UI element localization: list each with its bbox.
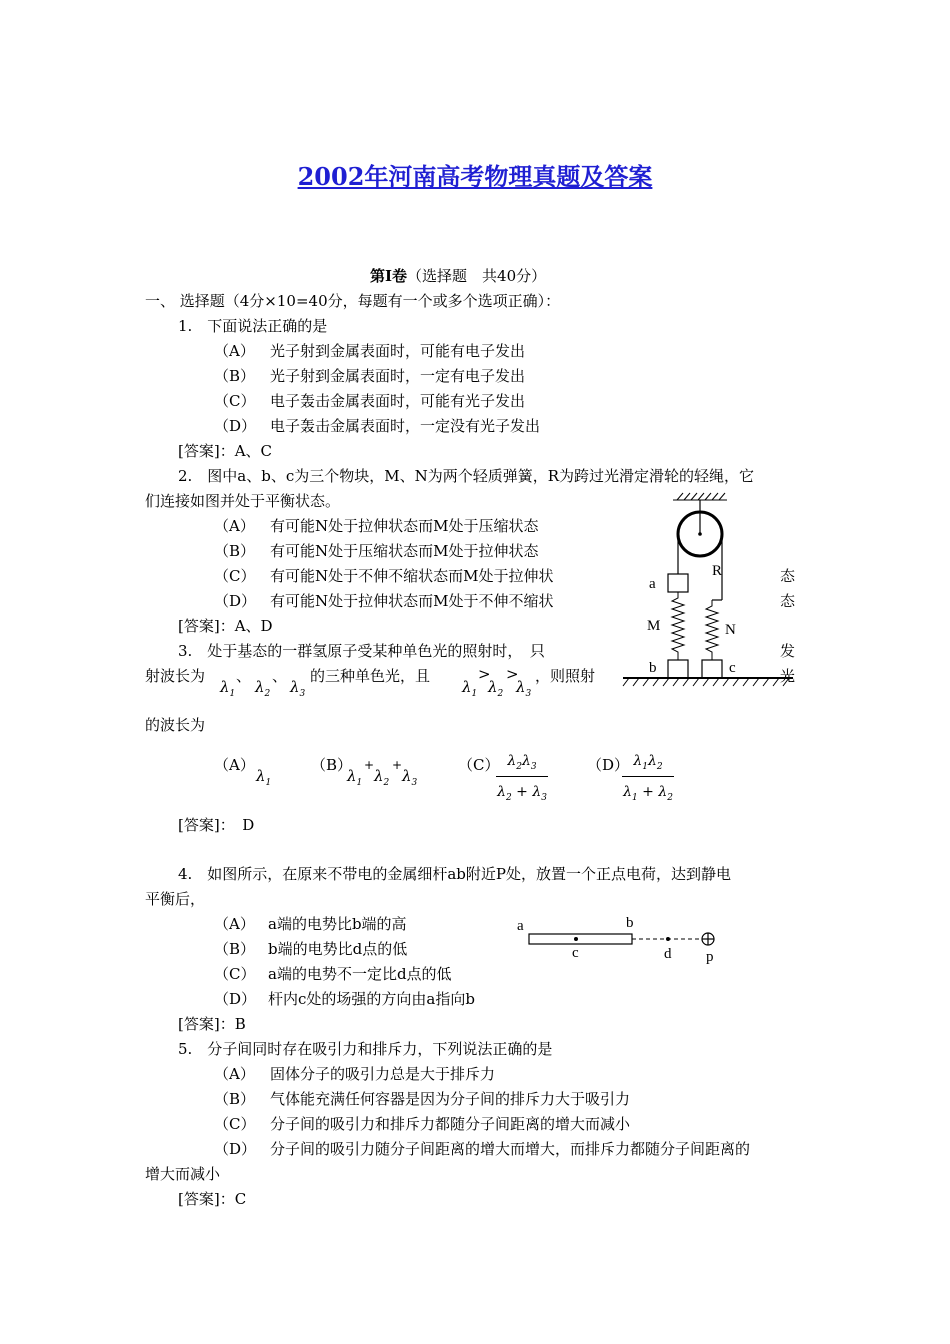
label-b: b xyxy=(649,660,657,676)
lambda-symbol: λ xyxy=(290,678,300,696)
lambda-sub: 1 xyxy=(229,689,236,699)
q4-option-d-text: 杆内c处的场强的方向由a指向b xyxy=(268,990,475,1008)
page-title[interactable]: 2002年河南高考物理真题及答案 xyxy=(297,162,653,191)
part-one-heading: 一、 选择题（4分×10=40分，每题有一个或多个选项正确）： xyxy=(145,292,561,310)
lambda-sub: 1 xyxy=(265,778,272,788)
lambda-sub: 1 xyxy=(642,761,648,772)
q3-option-a-label: （A） xyxy=(214,756,255,774)
q5-option-b-text: 气体能充满任何容器是因为分子间的排斥力大于吸引力 xyxy=(270,1090,631,1108)
q1-option-c-label: （C） xyxy=(214,392,256,410)
lambda-sub: 2 xyxy=(505,792,512,803)
lambda-symbol: λ xyxy=(623,783,632,800)
lambda-3 xyxy=(290,677,305,704)
q3-stem-a: 3. 处于基态的一群氢原子受某种单色光的照射时， 只 xyxy=(178,642,545,660)
q5-option-d-wrap: 增大而减小 xyxy=(145,1165,221,1183)
q5-option-b-label: （B） xyxy=(214,1090,256,1108)
block-a xyxy=(668,574,688,592)
q4-option-b-text: b端的电势比d点的低 xyxy=(268,940,408,958)
fraction-denominator xyxy=(496,783,548,807)
metal-rod xyxy=(529,934,632,944)
q5-option-d-label: （D） xyxy=(214,1140,257,1158)
point-d xyxy=(666,937,670,941)
q4-stem-line1: 4. 如图所示，在原来不带电的金属细杆ab附近P处，放置一个正点电荷，达到静电 xyxy=(178,865,731,883)
plus-sign: + xyxy=(642,783,654,800)
q3-option-c-fraction xyxy=(496,752,548,807)
lambda-sub: 3 xyxy=(525,689,532,699)
label-d: d xyxy=(664,946,672,962)
lambda-sub: 2 xyxy=(516,761,522,772)
lambda-symbol: λ xyxy=(256,767,266,785)
label-a: a xyxy=(649,576,656,592)
q5-option-c-label: （C） xyxy=(214,1115,256,1133)
lambda-symbol: λ xyxy=(374,767,384,785)
q3-stem-b1: 射波长为 xyxy=(145,667,206,685)
lambda-symbol: λ xyxy=(462,678,472,696)
q5-option-c-text: 分子间的吸引力和排斥力都随分子间距离的增大而减小 xyxy=(270,1115,631,1133)
label-c: c xyxy=(729,660,736,676)
label-b: b xyxy=(626,915,634,931)
rod-charge-figure xyxy=(512,912,732,972)
lambda-sub: 2 xyxy=(497,689,504,699)
q4-option-c-label: （C） xyxy=(214,965,256,983)
q4-option-a-label: （A） xyxy=(214,915,255,933)
q2-option-c-text: 有可能N处于不伸不缩状态而M处于拉伸状 xyxy=(270,567,554,585)
q3-option-d-fraction xyxy=(622,752,674,807)
lambda-sub: 3 xyxy=(411,778,418,788)
label-N: N xyxy=(725,622,736,638)
q4-option-a-text: a端的电势比b端的高 xyxy=(268,915,407,933)
block-c xyxy=(702,660,722,678)
section-label-rest: （选择题 共40分） xyxy=(407,267,547,285)
q3-stem-b5: ，则照射 xyxy=(535,667,596,685)
q3-stem-b4: 的三种单色光，且 xyxy=(310,667,431,685)
q2-stem-line1: 2. 图中a、b、c为三个物块，M、N为两个轻质弹簧，R为跨过光滑定滑轮的轻绳，它 xyxy=(178,467,755,485)
lambda-2 xyxy=(255,677,270,704)
lambda-sub: 3 xyxy=(541,792,547,803)
fraction-numerator xyxy=(496,752,548,777)
q3-option-c-label: （C） xyxy=(458,756,500,774)
q1-option-b-text: 光子射到金属表面时，一定有电子发出 xyxy=(270,367,526,385)
q5-stem: 5. 分子间同时存在吸引力和排斥力，下列说法正确的是 xyxy=(178,1040,553,1058)
ground-hatch xyxy=(623,678,789,686)
q2-answer: [答案]：A、D xyxy=(178,617,273,635)
q3-stem-c: 的波长为 xyxy=(145,716,206,734)
q4-option-d-label: （D） xyxy=(214,990,257,1008)
section-heading xyxy=(370,266,546,286)
q2-option-c-label: （C） xyxy=(214,567,256,585)
q4-answer: [答案]：B xyxy=(178,1015,246,1033)
lambda-sub: 1 xyxy=(356,778,363,788)
fraction-denominator xyxy=(622,783,674,807)
lambda-order-1 xyxy=(462,677,477,704)
q1-option-a-text: 光子射到金属表面时，可能有电子发出 xyxy=(270,342,526,360)
q1-option-a-label: （A） xyxy=(214,342,255,360)
spring-pulley-figure xyxy=(615,490,805,700)
q5-answer: [答案]：C xyxy=(178,1190,247,1208)
q4-option-b-label: （B） xyxy=(214,940,256,958)
label-c: c xyxy=(572,945,579,961)
label-a: a xyxy=(517,918,524,934)
gt-sign-2: > xyxy=(506,665,519,683)
q2-option-d-label: （D） xyxy=(214,592,257,610)
lambda-sub: 3 xyxy=(299,689,306,699)
lambda-symbol: λ xyxy=(532,783,542,800)
fraction-numerator xyxy=(622,752,674,777)
lambda-symbol: λ xyxy=(648,753,657,769)
q1-stem: 1. 下面说法正确的是 xyxy=(178,317,328,335)
q3-option-b-l1 xyxy=(347,766,362,793)
q1-option-d-label: （D） xyxy=(214,417,257,435)
q3-stem-b3: 、 xyxy=(272,667,288,685)
q5-option-d-text: 分子间的吸引力随分子间距离的增大而增大，而排斥力都随分子间距离的 xyxy=(270,1140,751,1158)
q2-option-d-text: 有可能N处于拉伸状态而M处于不伸不缩状 xyxy=(270,592,554,610)
pulley-axle xyxy=(698,532,702,536)
lambda-symbol: λ xyxy=(220,678,230,696)
q1-option-b-label: （B） xyxy=(214,367,256,385)
ceiling-hatch xyxy=(673,493,727,500)
q3-option-b-l3 xyxy=(402,766,417,793)
q3-stem-b-end: 光 xyxy=(780,667,796,685)
lambda-symbol: λ xyxy=(402,767,412,785)
q1-option-c-text: 电子轰击金属表面时，可能有光子发出 xyxy=(270,392,526,410)
lambda-order-3 xyxy=(516,677,531,704)
q2-option-b-text: 有可能N处于压缩状态而M处于拉伸状态 xyxy=(270,542,539,560)
q3-option-a-value xyxy=(256,766,271,793)
lambda-sub: 1 xyxy=(631,792,638,803)
lambda-order-2 xyxy=(488,677,503,704)
q4-option-c-text: a端的电势不一定比d点的低 xyxy=(268,965,452,983)
q5-option-a-text: 固体分子的吸引力总是大于排斥力 xyxy=(270,1065,496,1083)
q3-stem-b2: 、 xyxy=(236,667,252,685)
lambda-sub: 2 xyxy=(264,689,271,699)
lambda-1 xyxy=(220,677,235,704)
lambda-symbol: λ xyxy=(522,753,531,769)
q3-option-b-l2 xyxy=(374,766,389,793)
block-b xyxy=(668,660,688,678)
plus-sign: + xyxy=(364,758,375,772)
q5-option-a-label: （A） xyxy=(214,1065,255,1083)
lambda-symbol: λ xyxy=(347,767,357,785)
lambda-sub: 3 xyxy=(530,761,537,772)
q3-option-d-label: （D） xyxy=(587,756,630,774)
q3-option-b-label: （B） xyxy=(311,756,353,774)
label-p: p xyxy=(706,949,714,965)
point-c xyxy=(574,937,578,941)
plus-sign: + xyxy=(516,783,528,800)
lambda-sub: 2 xyxy=(383,778,390,788)
q3-stem-a-end: 发 xyxy=(780,642,796,660)
lambda-symbol: λ xyxy=(255,678,265,696)
lambda-symbol: λ xyxy=(516,678,526,696)
q1-answer: [答案]：A、C xyxy=(178,442,273,460)
q3-answer: [答案]： D xyxy=(178,816,255,834)
plus-sign: + xyxy=(392,758,403,772)
q2-option-b-label: （B） xyxy=(214,542,256,560)
gt-sign-1: > xyxy=(478,665,491,683)
lambda-symbol: λ xyxy=(507,753,517,769)
spring-n xyxy=(706,600,718,660)
q4-stem-line2: 平衡后， xyxy=(145,890,206,908)
lambda-symbol: λ xyxy=(488,678,498,696)
lambda-symbol: λ xyxy=(633,753,643,769)
spring-m xyxy=(672,592,684,660)
label-R: R xyxy=(712,563,723,579)
lambda-symbol: λ xyxy=(658,783,668,800)
q2-option-d-wrap: 态 xyxy=(780,592,796,610)
lambda-sub: 2 xyxy=(667,792,673,803)
q2-stem-line2: 们连接如图并处于平衡状态。 xyxy=(145,492,341,510)
label-M: M xyxy=(647,618,661,634)
q2-option-a-text: 有可能N处于拉伸状态而M处于压缩状态 xyxy=(270,517,539,535)
section-label: 第Ⅰ卷 xyxy=(370,267,408,285)
q2-option-c-wrap: 态 xyxy=(780,567,796,585)
lambda-sub: 2 xyxy=(656,761,663,772)
q2-option-a-label: （A） xyxy=(214,517,255,535)
lambda-symbol: λ xyxy=(497,783,506,800)
lambda-sub: 1 xyxy=(471,689,478,699)
q1-option-d-text: 电子轰击金属表面时，一定没有光子发出 xyxy=(270,417,541,435)
